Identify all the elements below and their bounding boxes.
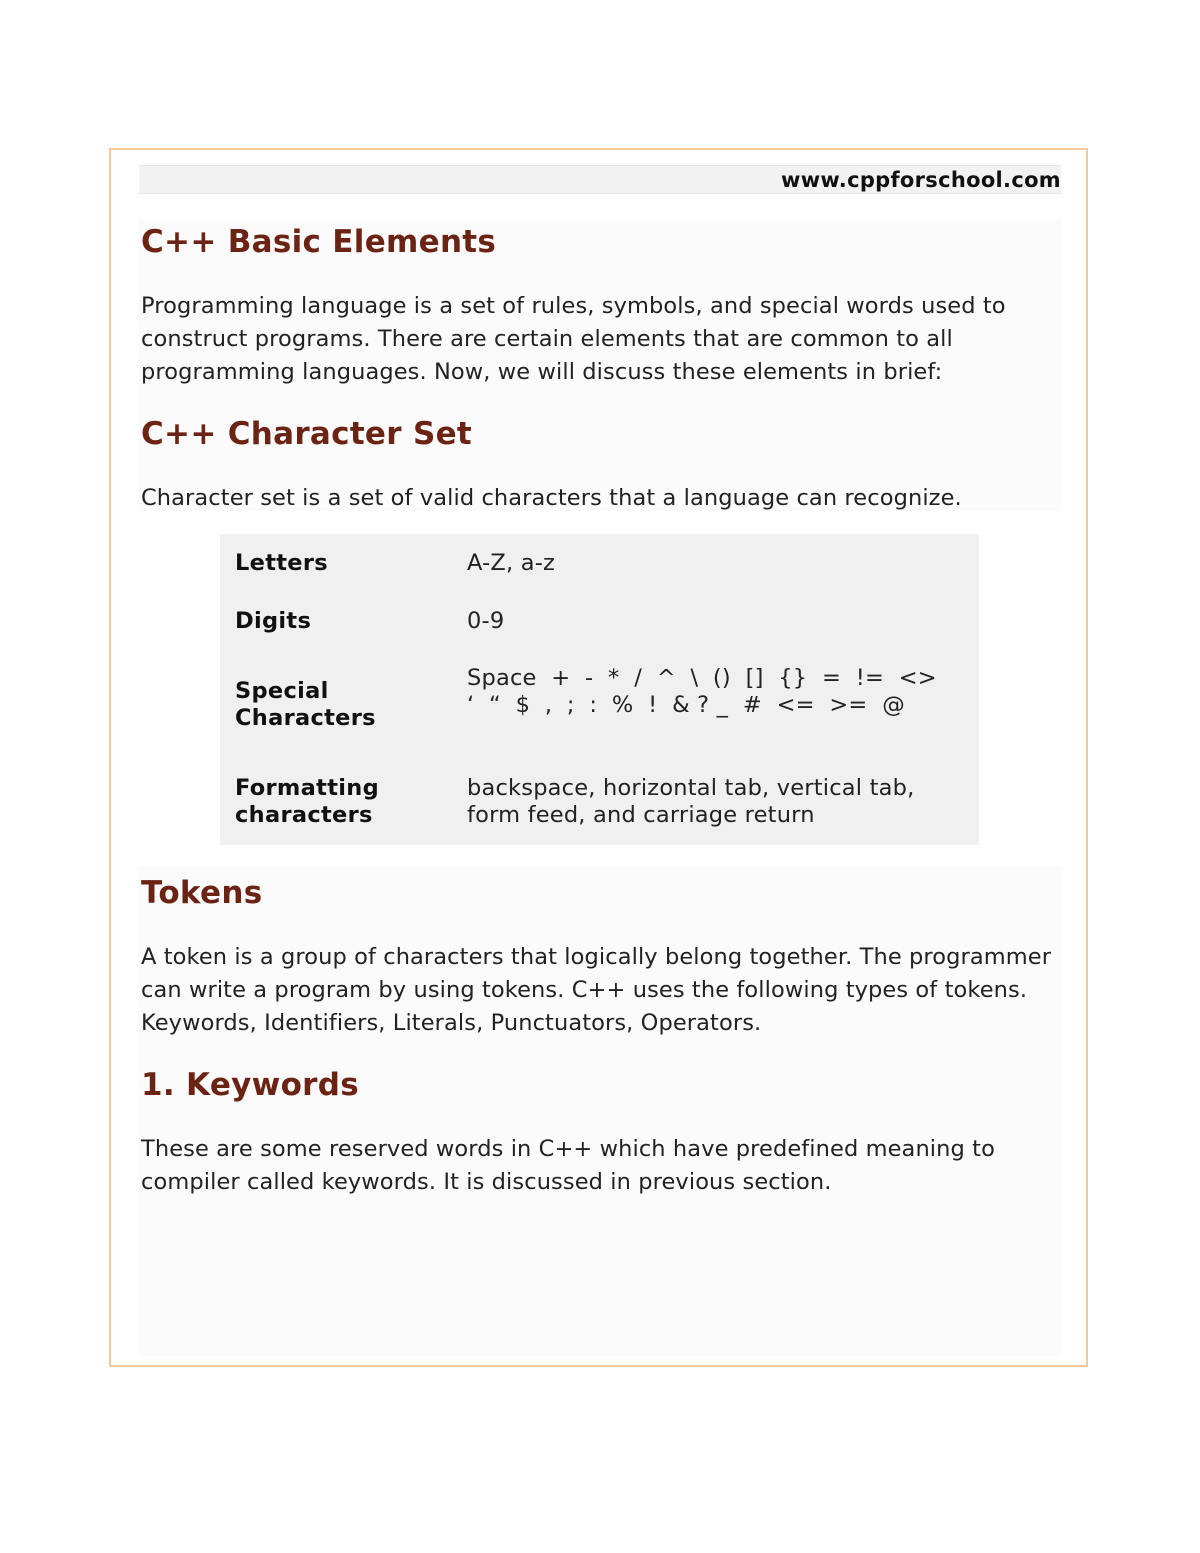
- row-value: 0-9: [467, 608, 505, 634]
- paragraph-keywords: These are some reserved words in C++ which have predefined meaning to compiler called keywords. It is discussed in previous section.: [141, 1136, 995, 1195]
- row-label: Letters: [235, 550, 328, 576]
- content-panel-bottom: [139, 866, 1061, 1356]
- row-label: Special Characters: [235, 678, 376, 731]
- character-set-table: [220, 534, 979, 845]
- heading-keywords: 1. Keywords: [141, 1067, 360, 1103]
- row-value: Space + - * / ^ \ () [] {} = != <> ‘ “ $ , ; : % ! & ? _ # <= >= @: [467, 665, 952, 718]
- paragraph-character-set: Character set is a set of valid characters that a language can recognize.: [141, 485, 962, 511]
- paragraph-basic-elements: Programming language is a set of rules, symbols, and special words used to construct programs. There are certain elements that are common to all programming languages. Now, we will discuss these elements in brief:: [141, 293, 1006, 385]
- heading-tokens: Tokens: [141, 875, 263, 911]
- row-label: Digits: [235, 608, 312, 634]
- row-value: backspace, horizontal tab, vertical tab, form feed, and carriage return: [467, 775, 922, 828]
- site-header-bar: [139, 165, 1061, 194]
- paragraph-tokens: A token is a group of characters that logically belong together. The programmer can write a program by using tokens. C++ uses the following types of tokens. Keywords, Identifiers, Literals, Punctuators, Operators.: [141, 944, 1052, 1036]
- heading-basic-elements: C++ Basic Elements: [141, 224, 497, 260]
- heading-character-set: C++ Character Set: [141, 416, 473, 452]
- row-value: A-Z, a-z: [467, 550, 556, 576]
- site-url: www.cppforschool.com: [781, 168, 1061, 192]
- row-label: Formatting characters: [235, 775, 379, 828]
